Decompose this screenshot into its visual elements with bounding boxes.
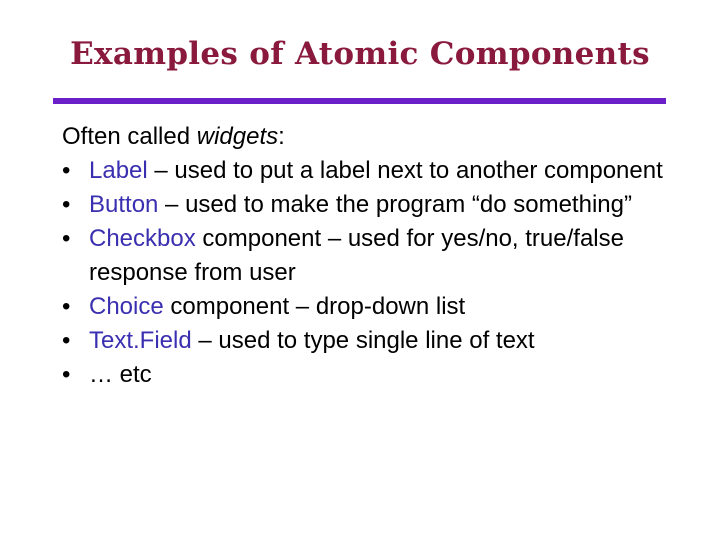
intro-line xyxy=(62,120,682,154)
list-item xyxy=(62,290,682,324)
list-item xyxy=(62,154,682,188)
slide-body xyxy=(62,120,682,392)
bullet-icon: • xyxy=(62,361,71,388)
intro-suffix: : xyxy=(278,123,285,150)
item-text: … etc xyxy=(89,361,152,388)
item-keyword: Checkbox xyxy=(89,225,196,252)
item-text: – used to type single line of text xyxy=(191,327,535,354)
item-text: component – drop-down list xyxy=(163,293,466,320)
item-text: component – used for yes/no, true/false response from user xyxy=(89,225,624,286)
item-keyword: Label xyxy=(89,157,148,184)
list-item xyxy=(62,324,682,358)
title-divider xyxy=(53,98,666,104)
bullet-icon: • xyxy=(62,327,71,354)
item-text: – used to put a label next to another component xyxy=(147,157,663,184)
slide-title: Examples of Atomic Components xyxy=(70,36,650,72)
intro-prefix: Often called xyxy=(62,123,197,150)
item-keyword: Text.Field xyxy=(89,327,192,354)
intro-emphasis: widgets xyxy=(196,123,279,150)
list-item xyxy=(62,188,682,222)
item-keyword: Button xyxy=(89,191,159,218)
list-item xyxy=(62,358,682,392)
bullet-icon: • xyxy=(62,191,71,218)
bullet-icon: • xyxy=(62,225,71,252)
bullet-list xyxy=(62,154,682,392)
list-item xyxy=(62,222,682,290)
item-keyword: Choice xyxy=(89,293,164,320)
item-text: – used to make the program “do something” xyxy=(158,191,632,218)
bullet-icon: • xyxy=(62,293,71,320)
bullet-icon: • xyxy=(62,157,71,184)
